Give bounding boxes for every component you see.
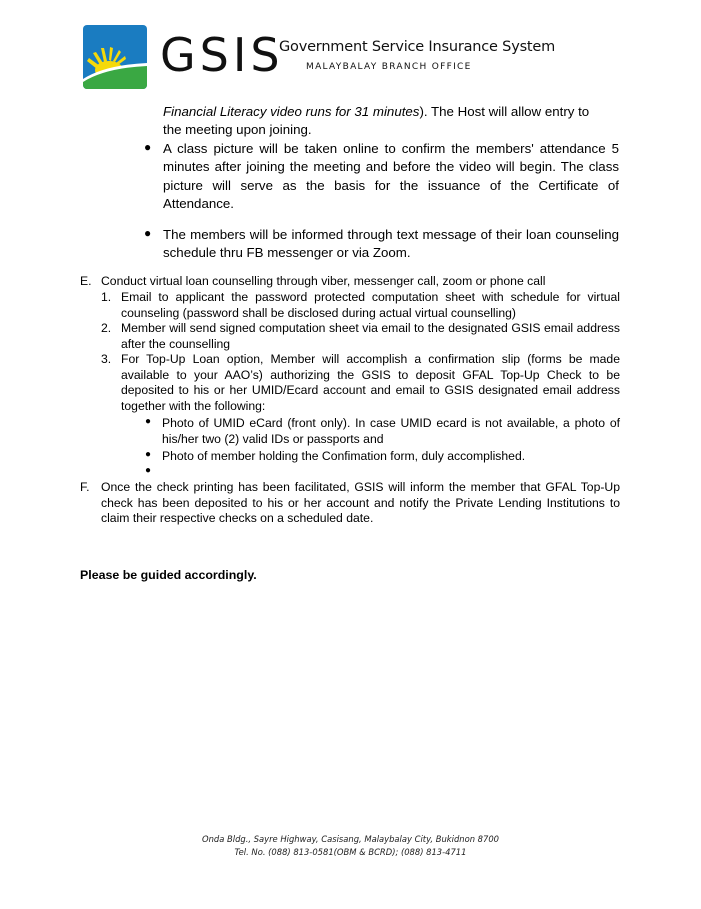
bullet-class-picture: A class picture will be taken online to confirm the members' attendance 5 minutes after joining the meeting and before the video will begin. The class picture will serve as the basis for the issuance of the Certificate of Attendance. <box>163 141 619 212</box>
section-f-marker: F. <box>80 480 90 494</box>
intro-rest-text: ). The Host will allow entry to <box>419 104 590 119</box>
bullet-icon: ● <box>145 449 152 460</box>
bullet-icon: ● <box>145 416 152 427</box>
bullet-text-message: The members will be informed through text message of their loan counseling schedule thru FB messenger or via Zoom. <box>163 227 619 261</box>
section-e-marker: E. <box>80 274 92 288</box>
branch-name: MALAYBALAY BRANCH OFFICE <box>306 62 472 72</box>
footer-address: Onda Bldg., Sayre Highway, Casisang, Malaybalay City, Bukidnon 8700 <box>202 834 499 844</box>
sub-bullet-confirmation-photo: Photo of member holding the Confimation form, duly accomplished. <box>162 449 526 463</box>
footer-telephone: Tel. No. (088) 813-0581(OBM & BCRD); (088) 813-4711 <box>234 847 467 857</box>
item-2-marker: 2. <box>101 321 112 335</box>
closing-statement: Please be guided accordingly. <box>80 568 257 582</box>
item-2-text: Member will send signed computation sheet via email to the designated GSIS email address after the counselling <box>121 321 620 351</box>
item-3-marker: 3. <box>101 352 112 366</box>
intro-continuation-line1 <box>163 103 619 121</box>
organization-name: Government Service Insurance System <box>279 39 556 55</box>
bullet-icon: ● <box>144 226 152 240</box>
sub-bullet-umid: Photo of UMID eCard (front only). In case UMID ecard is not available, a photo of his/her two (2) valid IDs or passports and <box>162 416 620 446</box>
intro-continuation-line2: the meeting upon joining. <box>163 122 312 137</box>
item-1-marker: 1. <box>101 290 112 304</box>
section-f-text: Once the check printing has been facilitated, GSIS will inform the member that GFAL Top-Up check has been deposited to his or her account and notify the Private Lending Institutions to claim their respective checks on a scheduled date. <box>101 480 620 525</box>
brand-wordmark: GSIS <box>160 28 284 82</box>
bullet-icon: ● <box>145 465 152 476</box>
item-3-text: For Top-Up Loan option, Member will accomplish a confirmation slip (forms be made available to your AAO’s) authorizing the GSIS to deposit GFAL Top-Up Check to be deposited to his or her UMID/Ecard account and email to GSIS designated email address together with the following: <box>121 352 620 413</box>
section-e-text: Conduct virtual loan counselling through viber, messenger call, zoom or phone call <box>101 274 546 288</box>
item-1-text: Email to applicant the password protected computation sheet with schedule for virtual counseling (password shall be disclosed during actual virtual counselling) <box>121 290 620 320</box>
bullet-icon: ● <box>144 140 152 154</box>
intro-italic-text: Financial Literacy video runs for 31 minutes <box>163 104 420 119</box>
gsis-sun-logo-icon <box>83 25 147 89</box>
